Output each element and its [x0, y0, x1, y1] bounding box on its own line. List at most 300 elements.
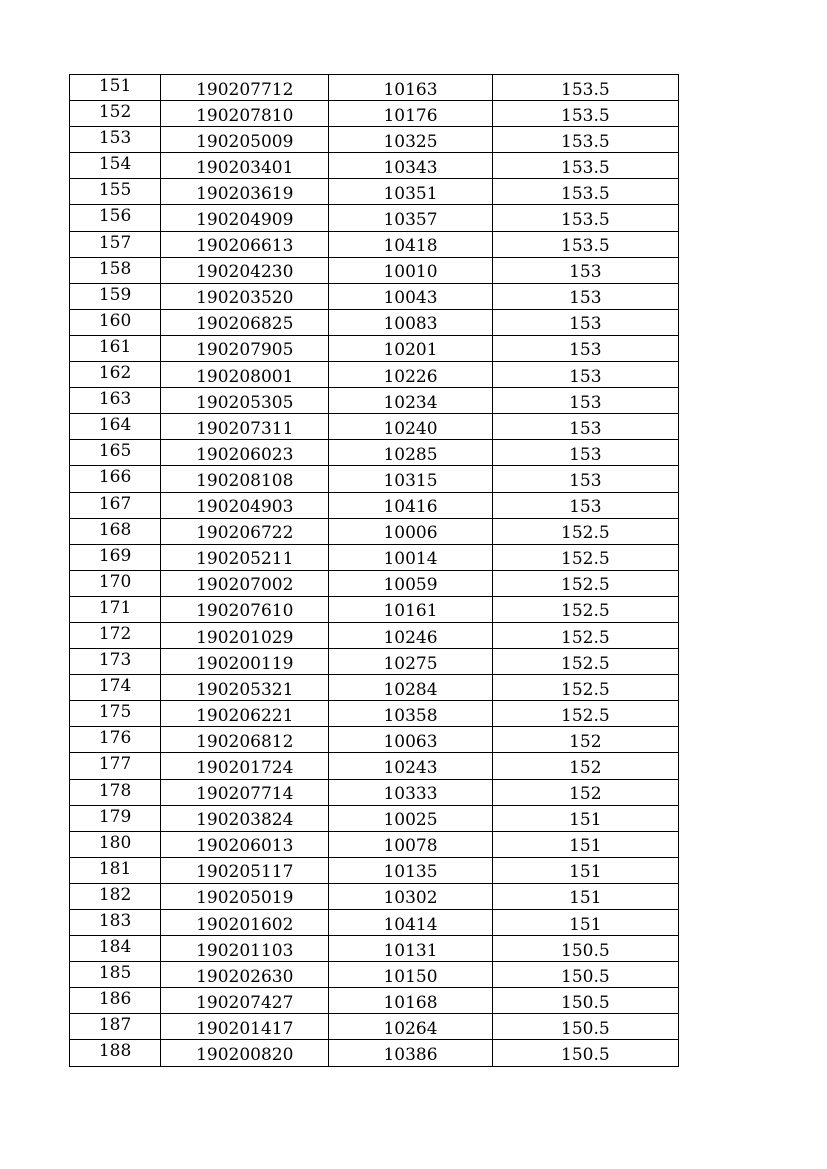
- id-number-cell-text: 190205211: [196, 549, 294, 570]
- rank-cell-text: 167: [98, 493, 132, 514]
- score-cell-text: 153.5: [561, 105, 610, 126]
- rank-cell-text: 169: [98, 545, 132, 566]
- exam-number-cell-text: 10226: [383, 366, 438, 387]
- id-number-cell-text: 190205117: [196, 862, 294, 883]
- exam-number-cell: [329, 518, 492, 544]
- score-cell-text: 153: [569, 392, 602, 413]
- exam-number-cell-text: 10078: [383, 836, 438, 857]
- score-cell: [492, 205, 678, 231]
- score-cell-text: 152: [569, 757, 602, 778]
- exam-number-cell: [329, 179, 492, 205]
- exam-number-cell: [329, 857, 492, 883]
- exam-number-cell: [329, 805, 492, 831]
- rank-cell-text: 186: [98, 989, 132, 1010]
- rank-cell: [70, 153, 161, 179]
- id-number-cell-text: 190207427: [196, 992, 294, 1013]
- results-table-body: [70, 75, 679, 1067]
- rank-cell: [70, 127, 161, 153]
- exam-number-cell: [329, 962, 492, 988]
- table-row: [70, 596, 679, 622]
- score-cell: [492, 309, 678, 335]
- exam-number-cell: [329, 675, 492, 701]
- exam-number-cell: [329, 753, 492, 779]
- exam-number-cell-text: 10357: [383, 210, 438, 231]
- id-number-cell: [161, 153, 329, 179]
- exam-number-cell: [329, 309, 492, 335]
- id-number-cell: [161, 649, 329, 675]
- id-number-cell: [161, 388, 329, 414]
- score-cell: [492, 283, 678, 309]
- score-cell-text: 153: [569, 314, 602, 335]
- id-number-cell: [161, 231, 329, 257]
- rank-cell: [70, 727, 161, 753]
- rank-cell-text: 152: [98, 102, 132, 123]
- score-cell: [492, 701, 678, 727]
- id-number-cell: [161, 309, 329, 335]
- rank-cell: [70, 362, 161, 388]
- exam-number-cell-text: 10264: [383, 1018, 438, 1039]
- exam-number-cell-text: 10168: [383, 992, 438, 1013]
- exam-number-cell: [329, 883, 492, 909]
- score-cell-text: 153: [569, 470, 602, 491]
- score-cell-text: 153: [569, 366, 602, 387]
- score-cell: [492, 779, 678, 805]
- table-row: [70, 649, 679, 675]
- id-number-cell: [161, 675, 329, 701]
- id-number-cell-text: 190208001: [196, 366, 294, 387]
- id-number-cell-text: 190207905: [196, 340, 294, 361]
- score-cell-text: 152: [569, 731, 602, 752]
- rank-cell: [70, 466, 161, 492]
- rank-cell: [70, 701, 161, 727]
- id-number-cell-text: 190201602: [196, 914, 294, 935]
- score-cell-text: 153.5: [561, 183, 610, 204]
- id-number-cell: [161, 883, 329, 909]
- score-cell-text: 150.5: [561, 940, 610, 961]
- rank-cell-text: 168: [98, 519, 132, 540]
- exam-number-cell: [329, 466, 492, 492]
- id-number-cell: [161, 857, 329, 883]
- exam-number-cell-text: 10010: [383, 262, 438, 283]
- id-number-cell-text: 190207714: [196, 784, 294, 805]
- score-cell: [492, 388, 678, 414]
- table-row: [70, 701, 679, 727]
- score-cell-text: 152: [569, 784, 602, 805]
- id-number-cell-text: 190204903: [196, 497, 294, 518]
- id-number-cell-text: 190206023: [196, 444, 294, 465]
- exam-number-cell-text: 10131: [383, 940, 438, 961]
- exam-number-cell-text: 10014: [383, 549, 438, 570]
- id-number-cell-text: 190205321: [196, 679, 294, 700]
- rank-cell: [70, 1014, 161, 1040]
- rank-cell: [70, 440, 161, 466]
- results-table: [69, 74, 679, 1067]
- id-number-cell: [161, 127, 329, 153]
- table-row: [70, 936, 679, 962]
- id-number-cell-text: 190206825: [196, 314, 294, 335]
- id-number-cell: [161, 962, 329, 988]
- rank-cell: [70, 857, 161, 883]
- exam-number-cell-text: 10006: [383, 523, 438, 544]
- table-row: [70, 518, 679, 544]
- id-number-cell-text: 190206613: [196, 236, 294, 257]
- id-number-cell: [161, 283, 329, 309]
- id-number-cell: [161, 701, 329, 727]
- rank-cell: [70, 101, 161, 127]
- score-cell-text: 150.5: [561, 966, 610, 987]
- score-cell: [492, 962, 678, 988]
- id-number-cell-text: 190203619: [196, 183, 294, 204]
- exam-number-cell-text: 10351: [383, 183, 438, 204]
- score-cell-text: 151: [569, 888, 602, 909]
- id-number-cell-text: 190207810: [196, 105, 294, 126]
- id-number-cell: [161, 466, 329, 492]
- score-cell: [492, 440, 678, 466]
- rank-cell: [70, 283, 161, 309]
- exam-number-cell: [329, 205, 492, 231]
- table-row: [70, 335, 679, 361]
- id-number-cell-text: 190207712: [196, 79, 294, 100]
- rank-cell-text: 151: [98, 76, 132, 96]
- score-cell: [492, 883, 678, 909]
- score-cell: [492, 335, 678, 361]
- table-row: [70, 414, 679, 440]
- exam-number-cell-text: 10083: [383, 314, 438, 335]
- score-cell-text: 153: [569, 418, 602, 439]
- id-number-cell: [161, 335, 329, 361]
- exam-number-cell-text: 10150: [383, 966, 438, 987]
- id-number-cell-text: 190201029: [196, 627, 294, 648]
- table-row: [70, 622, 679, 648]
- table-row: [70, 205, 679, 231]
- id-number-cell-text: 190203401: [196, 157, 294, 178]
- score-cell-text: 152.5: [561, 705, 610, 726]
- rank-cell-text: 162: [98, 363, 132, 384]
- id-number-cell: [161, 414, 329, 440]
- score-cell: [492, 622, 678, 648]
- rank-cell-text: 175: [98, 702, 132, 723]
- id-number-cell: [161, 727, 329, 753]
- id-number-cell: [161, 544, 329, 570]
- rank-cell-text: 177: [98, 754, 132, 775]
- table-row: [70, 910, 679, 936]
- score-cell: [492, 75, 678, 101]
- exam-number-cell: [329, 570, 492, 596]
- score-cell: [492, 831, 678, 857]
- score-cell-text: 153.5: [561, 236, 610, 257]
- score-cell-text: 153.5: [561, 79, 610, 100]
- rank-cell: [70, 883, 161, 909]
- rank-cell: [70, 622, 161, 648]
- score-cell: [492, 362, 678, 388]
- id-number-cell: [161, 988, 329, 1014]
- table-row: [70, 388, 679, 414]
- score-cell: [492, 936, 678, 962]
- table-row: [70, 492, 679, 518]
- id-number-cell: [161, 596, 329, 622]
- id-number-cell: [161, 831, 329, 857]
- exam-number-cell: [329, 153, 492, 179]
- exam-number-cell-text: 10025: [383, 810, 438, 831]
- rank-cell-text: 171: [98, 597, 132, 618]
- exam-number-cell-text: 10315: [383, 470, 438, 491]
- rank-cell: [70, 492, 161, 518]
- exam-number-cell: [329, 831, 492, 857]
- rank-cell: [70, 831, 161, 857]
- exam-number-cell: [329, 231, 492, 257]
- rank-cell: [70, 544, 161, 570]
- id-number-cell-text: 190205009: [196, 131, 294, 152]
- rank-cell: [70, 805, 161, 831]
- exam-number-cell-text: 10243: [383, 757, 438, 778]
- id-number-cell: [161, 492, 329, 518]
- rank-cell-text: 184: [98, 937, 132, 958]
- score-cell: [492, 753, 678, 779]
- rank-cell-text: 159: [98, 284, 132, 305]
- id-number-cell: [161, 805, 329, 831]
- score-cell: [492, 544, 678, 570]
- score-cell: [492, 179, 678, 205]
- id-number-cell: [161, 440, 329, 466]
- score-cell-text: 152.5: [561, 575, 610, 596]
- exam-number-cell: [329, 649, 492, 675]
- score-cell: [492, 596, 678, 622]
- rank-cell-text: 166: [98, 467, 132, 488]
- exam-number-cell: [329, 127, 492, 153]
- rank-cell: [70, 75, 161, 101]
- exam-number-cell: [329, 101, 492, 127]
- rank-cell: [70, 779, 161, 805]
- id-number-cell-text: 190200119: [196, 653, 294, 674]
- id-number-cell-text: 190200820: [196, 1045, 294, 1066]
- id-number-cell: [161, 1014, 329, 1040]
- table-row: [70, 153, 679, 179]
- table-row: [70, 831, 679, 857]
- id-number-cell: [161, 257, 329, 283]
- exam-number-cell: [329, 414, 492, 440]
- exam-number-cell-text: 10161: [383, 601, 438, 622]
- score-cell: [492, 466, 678, 492]
- exam-number-cell-text: 10302: [383, 888, 438, 909]
- score-cell: [492, 857, 678, 883]
- exam-number-cell-text: 10414: [383, 914, 438, 935]
- exam-number-cell-text: 10246: [383, 627, 438, 648]
- exam-number-cell: [329, 335, 492, 361]
- exam-number-cell-text: 10285: [383, 444, 438, 465]
- score-cell-text: 152.5: [561, 601, 610, 622]
- exam-number-cell: [329, 75, 492, 101]
- id-number-cell: [161, 753, 329, 779]
- rank-cell: [70, 231, 161, 257]
- id-number-cell-text: 190207610: [196, 601, 294, 622]
- score-cell-text: 150.5: [561, 992, 610, 1013]
- score-cell-text: 152.5: [561, 523, 610, 544]
- table-row: [70, 1014, 679, 1040]
- rank-cell-text: 176: [98, 728, 132, 749]
- id-number-cell: [161, 101, 329, 127]
- id-number-cell-text: 190204230: [196, 262, 294, 283]
- id-number-cell-text: 190208108: [196, 470, 294, 491]
- score-cell-text: 151: [569, 862, 602, 883]
- id-number-cell-text: 190207311: [196, 418, 294, 439]
- id-number-cell-text: 190206812: [196, 731, 294, 752]
- rank-cell: [70, 388, 161, 414]
- id-number-cell-text: 190201417: [196, 1018, 294, 1039]
- exam-number-cell: [329, 701, 492, 727]
- score-cell-text: 151: [569, 914, 602, 935]
- rank-cell-text: 181: [98, 858, 132, 879]
- exam-number-cell-text: 10284: [383, 679, 438, 700]
- exam-number-cell: [329, 936, 492, 962]
- score-cell: [492, 1040, 678, 1066]
- rank-cell: [70, 518, 161, 544]
- rank-cell: [70, 1040, 161, 1066]
- table-row: [70, 883, 679, 909]
- rank-cell: [70, 910, 161, 936]
- score-cell-text: 153: [569, 497, 602, 518]
- id-number-cell-text: 190203824: [196, 810, 294, 831]
- rank-cell-text: 155: [98, 180, 132, 201]
- exam-number-cell: [329, 727, 492, 753]
- table-row: [70, 127, 679, 153]
- exam-number-cell-text: 10063: [383, 731, 438, 752]
- exam-number-cell-text: 10418: [383, 236, 438, 257]
- id-number-cell-text: 190201103: [196, 940, 294, 961]
- table-row: [70, 466, 679, 492]
- id-number-cell: [161, 362, 329, 388]
- exam-number-cell: [329, 257, 492, 283]
- rank-cell: [70, 570, 161, 596]
- exam-number-cell: [329, 596, 492, 622]
- rank-cell: [70, 675, 161, 701]
- rank-cell-text: 174: [98, 676, 132, 697]
- score-cell: [492, 257, 678, 283]
- rank-cell-text: 164: [98, 415, 132, 436]
- rank-cell-text: 161: [98, 336, 132, 357]
- rank-cell-text: 154: [98, 154, 132, 175]
- table-row: [70, 753, 679, 779]
- score-cell-text: 153: [569, 340, 602, 361]
- table-row: [70, 570, 679, 596]
- rank-cell: [70, 335, 161, 361]
- score-cell-text: 153.5: [561, 131, 610, 152]
- exam-number-cell: [329, 1040, 492, 1066]
- score-cell-text: 150.5: [561, 1045, 610, 1066]
- rank-cell: [70, 257, 161, 283]
- table-row: [70, 675, 679, 701]
- table-row: [70, 231, 679, 257]
- rank-cell: [70, 414, 161, 440]
- score-cell-text: 153: [569, 288, 602, 309]
- rank-cell-text: 160: [98, 310, 132, 331]
- exam-number-cell: [329, 622, 492, 648]
- exam-number-cell-text: 10386: [383, 1045, 438, 1066]
- exam-number-cell: [329, 544, 492, 570]
- rank-cell-text: 185: [98, 963, 132, 984]
- exam-number-cell-text: 10333: [383, 784, 438, 805]
- rank-cell: [70, 205, 161, 231]
- exam-number-cell-text: 10135: [383, 862, 438, 883]
- exam-number-cell: [329, 388, 492, 414]
- rank-cell-text: 180: [98, 832, 132, 853]
- rank-cell: [70, 596, 161, 622]
- rank-cell-text: 179: [98, 806, 132, 827]
- id-number-cell: [161, 518, 329, 544]
- score-cell-text: 153.5: [561, 210, 610, 231]
- rank-cell: [70, 988, 161, 1014]
- exam-number-cell: [329, 988, 492, 1014]
- id-number-cell-text: 190206722: [196, 523, 294, 544]
- score-cell: [492, 675, 678, 701]
- table-row: [70, 440, 679, 466]
- rank-cell-text: 165: [98, 441, 132, 462]
- score-cell: [492, 231, 678, 257]
- id-number-cell-text: 190202630: [196, 966, 294, 987]
- score-cell: [492, 492, 678, 518]
- score-cell-text: 152.5: [561, 549, 610, 570]
- score-cell: [492, 910, 678, 936]
- rank-cell-text: 153: [98, 128, 132, 149]
- table-row: [70, 1040, 679, 1066]
- rank-cell-text: 156: [98, 206, 132, 227]
- id-number-cell-text: 190206013: [196, 836, 294, 857]
- exam-number-cell-text: 10059: [383, 575, 438, 596]
- score-cell: [492, 153, 678, 179]
- exam-number-cell-text: 10358: [383, 705, 438, 726]
- exam-number-cell-text: 10275: [383, 653, 438, 674]
- id-number-cell: [161, 779, 329, 805]
- table-row: [70, 257, 679, 283]
- rank-cell-text: 173: [98, 650, 132, 671]
- table-row: [70, 727, 679, 753]
- table-row: [70, 988, 679, 1014]
- rank-cell-text: 188: [98, 1041, 132, 1062]
- score-cell: [492, 570, 678, 596]
- exam-number-cell-text: 10343: [383, 157, 438, 178]
- rank-cell-text: 170: [98, 571, 132, 592]
- id-number-cell-text: 190203520: [196, 288, 294, 309]
- id-number-cell-text: 190201724: [196, 757, 294, 778]
- id-number-cell: [161, 910, 329, 936]
- table-row: [70, 362, 679, 388]
- score-cell-text: 152.5: [561, 679, 610, 700]
- exam-number-cell-text: 10163: [383, 79, 438, 100]
- table-row: [70, 857, 679, 883]
- rank-cell-text: 163: [98, 389, 132, 410]
- table-row: [70, 805, 679, 831]
- rank-cell: [70, 179, 161, 205]
- exam-number-cell-text: 10240: [383, 418, 438, 439]
- id-number-cell: [161, 205, 329, 231]
- score-cell-text: 153: [569, 262, 602, 283]
- rank-cell: [70, 309, 161, 335]
- score-cell: [492, 101, 678, 127]
- id-number-cell-text: 190205019: [196, 888, 294, 909]
- table-row: [70, 75, 679, 101]
- table-row: [70, 309, 679, 335]
- score-cell-text: 153.5: [561, 157, 610, 178]
- rank-cell-text: 187: [98, 1015, 132, 1036]
- score-cell: [492, 805, 678, 831]
- table-row: [70, 101, 679, 127]
- exam-number-cell: [329, 779, 492, 805]
- score-cell: [492, 518, 678, 544]
- score-cell: [492, 727, 678, 753]
- rank-cell-text: 158: [98, 258, 132, 279]
- id-number-cell-text: 190205305: [196, 392, 294, 413]
- rank-cell: [70, 962, 161, 988]
- exam-number-cell-text: 10043: [383, 288, 438, 309]
